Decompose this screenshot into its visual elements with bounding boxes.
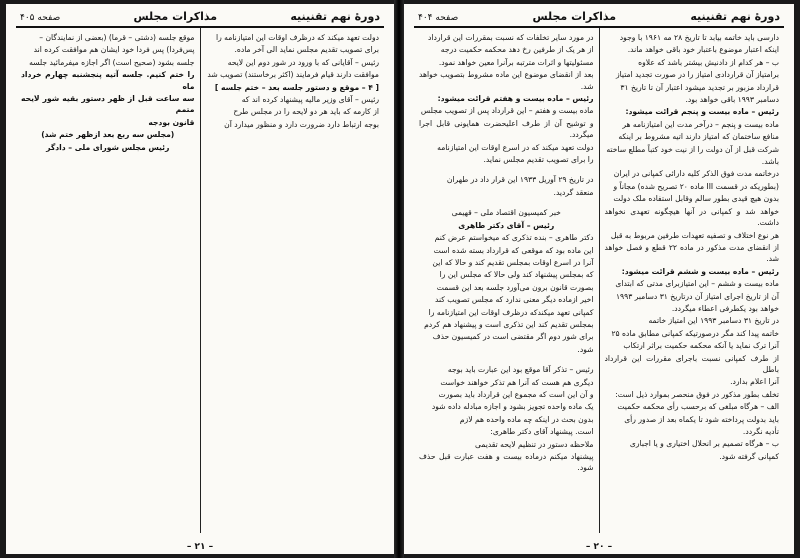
page-footer: – ۲۱ – (186, 542, 214, 552)
page-number-label: صفحه ۴۰۴ (418, 13, 459, 23)
text-line: ماده بیست و پنجم – درآخر مدت این امتیازنامه هر (622, 119, 779, 129)
right-page-columns (414, 28, 784, 533)
header-title: مذاکرات مجلس (532, 10, 617, 23)
text-line: از طرف کمپانی نسبت باجرای مقررات این قرارداد باطل (604, 353, 779, 374)
text-line: تخلف بطور مذکور در فوق منحصر بموارد ذیل است: (615, 389, 779, 399)
text-line: رئیس – ماده بیست و پنجم قرائت میشود: (625, 107, 779, 117)
text-line: جلسه بشود (صحیح است) اگر اجازه میفرمائید جلسه (29, 57, 195, 67)
text-line: دکتر طاهری – بنده تذکری که میخواستم عرض کنم (434, 233, 594, 243)
page-footer: – ۲۰ – (585, 542, 613, 552)
text-line: از انقضای مدت مذکور در ماده ۲۲ قطع و فصل خواهد شد. (604, 242, 779, 264)
session-label: دورهٔ نهم تقنینیه (290, 10, 380, 23)
text-line: خواهد شد و کمپانی در آنها هیچگونه تعهدی نخواهد داشت. (604, 206, 779, 228)
text-line: در مورد سایر تخلفات که نسبت بمقررات این قرارداد (428, 33, 594, 42)
text-line: کمپانی تعهد میکندکه درظرف اوقات این امتیازنامه را (428, 307, 594, 317)
text-column-left (414, 28, 600, 533)
text-line: که بمجلس پیشنهاد کند ولی حالا که مجلس این را (439, 270, 594, 280)
paragraph-gap (419, 356, 594, 364)
text-line: از کارمه که باید هر دو لایحه را در مجلس طرح (233, 107, 379, 117)
paragraph-gap (419, 199, 594, 207)
text-line: آنرا در اسرع اوقات بمجلس تقدیم کند و حالا که این (432, 257, 594, 267)
text-line: بدون بحث در اینکه چه ماده واحده هم لازم (459, 414, 594, 424)
book-gutter (394, 0, 404, 558)
text-line: قانون بودجه (148, 117, 195, 127)
text-line: را ختم کنیم. جلسه آتیه پنجشنبه چهارم خرداد ماه (21, 70, 195, 91)
text-line: این ماده بود که موقعی که قرارداد بسته شده است (433, 245, 594, 255)
text-line: هر نوع اختلاف و تصفیه تعهدات طرفین مربوط به قبل (610, 230, 779, 240)
session-label: دورهٔ نهم تقنینیه (690, 10, 780, 23)
text-line: آنرا اعلام بدارد. (730, 377, 779, 387)
text-line: دولت تعهد میکند که در اسرع اوقات این امتیازنامه (437, 142, 594, 152)
text-line: مسئولیتها و اثرات مترتبه برآنرا معین خواهد نمود. (438, 57, 594, 67)
text-line: ماده بیست و هفتم – این قرارداد پس از تصویب مجلس (420, 106, 594, 116)
text-line: (بطوریکه در قسمت III ماده ۲۰ تصریح شده) مجاناً و (613, 181, 779, 191)
text-line: است. پیشنهاد آقای دکتر طاهری: (490, 427, 594, 437)
text-line: باشد. (761, 157, 779, 167)
text-line: رئیس – تذکر آقا موقع بود این عبارت باید بوجه (447, 365, 594, 375)
text-line: رئیس – ماده بیست و ششم قرائت میشود: (621, 266, 779, 276)
text-line: در تاریخ ۳۱ دسامبر ۱۹۹۳ این امتیاز خاتمه (648, 316, 779, 326)
text-line: [ ۴ – موقع و دستور جلسه بعد – ختم جلسه ] (214, 82, 379, 92)
text-line: دسامبر ۱۹۹۳ باقی خواهد بود. (685, 95, 779, 105)
text-line: برامتیاز آن قراردادی امتیاز را در صورت تجدید امتیاز (615, 70, 779, 80)
text-line: دولت تعهد میکند که درظرف اوقات این امتیازنامه را (215, 33, 379, 42)
text-line: سه ساعت قبل از ظهر دستور بقیه شور لایحه متمم (21, 94, 195, 115)
text-column-left (16, 28, 201, 533)
text-line: بوجه ارتباط دارد ضرورت دارد و منظور میدارد آن (224, 119, 379, 129)
text-line: دارسی باید خاتمه بیابد تا تاریخ ۲۸ مه ۱۹۶۱ با وجود (619, 33, 779, 42)
text-line: شرکت قبل از آن دولت را از نیت خود کتباً مطلع ساخته (606, 144, 779, 154)
text-column-right (201, 28, 385, 533)
text-line: از هر یک از طرفین رخ دهد محکمه حکمیت درجه (440, 45, 594, 55)
text-line: ب – هرگاه تصمیم بر انحلال اختیاری و یا اجباری (629, 439, 779, 449)
text-line: شود. (577, 344, 594, 354)
text-line: یک ماده واحده تجویز بشود و اجازه مبادله داده شود (431, 402, 594, 412)
text-line: برای شور دوم اگر مقتضی است در کمیسیون حذف (432, 332, 594, 342)
right-page (404, 4, 794, 554)
right-page-header (414, 10, 784, 28)
text-line: اینکه اعتبار موضوع باعتبار خود باقی خواهد ماند. (627, 45, 779, 55)
paragraph-gap (419, 166, 594, 174)
text-line: ب – هر کدام از دادنیش بیشتر باشد که علاوه (638, 57, 779, 67)
text-line: بصورت قانون برون می‌آورد جلسه بعد این قسمت (436, 282, 594, 292)
text-line: را برای تصویب تقدیم مجلس نماید. (483, 155, 594, 165)
text-line: موقع جلسه (دشتی – قرما) (بعضی از نمایندگان – (39, 33, 195, 42)
text-column-right (600, 28, 785, 533)
text-line: باید بدولت پرداخته شود تا یکماه بعد از صدور رأی (624, 414, 779, 424)
text-line: رئیس مجلس شورای ملی – دادگر (46, 142, 170, 152)
text-line: پس‌فردا) پس فردا خود ایشان هم موافقت کرده اند (33, 45, 195, 55)
text-line: رئیس – آقای وزیر مالیه پیشنهاد کرده اند که (241, 95, 379, 105)
text-line: برای تصویب تقدیم مجلس نماید الی آخر ماده. (234, 45, 379, 55)
text-line: ملاحظه دستور در تنظیم لایحه تقدیمی (474, 439, 594, 449)
text-line: الف – هرگاه مبلغی که برحسب رأی محکمه حکمیت (617, 402, 779, 412)
text-line: کمپانی گرفته شود. (719, 451, 779, 461)
text-line: خبر کمیسیون اقتصاد ملی – قهیمی (451, 208, 561, 218)
header-title: مذاکرات مجلس (133, 10, 218, 23)
text-line: بعد از انقضای موضوع این ماده مشروط بتصویب خواهد شد. (419, 70, 594, 91)
left-page-header (16, 10, 384, 28)
text-line: موافقت دارند قیام فرمایند (اکثر برخاستند) تصویب شد (207, 70, 379, 80)
page-number-label: صفحه ۴۰۵ (20, 13, 61, 23)
text-line: و آن این است که مجموع این قرارداد باید بصورت (438, 389, 594, 399)
text-line: منعقد گردید. (553, 187, 594, 197)
text-line: ماده بیست و ششم – این امتیازبرای مدتی که ابتدای (615, 279, 779, 289)
text-line: آن از تاریخ اجرای امتیاز آن درتاریخ ۳۱ دسامبر ۱۹۹۳ (615, 291, 779, 301)
text-line: رئیس – ماده بیست و هفتم قرائت میشود: (437, 94, 594, 104)
text-line: خاتمه پیدا کند مگر درصورتیکه کمپانی مطابق ماده ۲۵ (611, 328, 779, 338)
text-line: رئیس – آقایانی که با ورود در شور دوم این لایحه (227, 57, 379, 67)
text-line: بمجلس تقدیم کند این تذکری است و پیشنهاد هم کردم (424, 319, 594, 329)
text-line: خواهد بود یکطرفی اعطاء میگردد. (671, 303, 779, 313)
text-line: اخیر ازماده دیگر معنی ندارد که مجلس تصویب کند (434, 295, 594, 305)
text-line: پیشنهاد میکنم درماده بیست و هفت عبارت قبل حذف شود. (419, 452, 594, 473)
text-line: در تاریخ ۲۹ آوریل ۱۹۳۳ این قرار داد در طهران (446, 175, 594, 185)
text-line: آنرا ترک نماید یا آنکه محکمه حکمیت براثر ارتکاب (623, 341, 779, 351)
text-line: تأدیه نگردد. (742, 427, 779, 436)
text-line: درخاتمه مدت فوق الذکر کلیه دارائی کمپانی در ایران (613, 169, 779, 179)
text-line: دیگری هم هست که آنرا هم تذکر خواهند خواست (440, 377, 594, 387)
text-line: منافع ساختمان که امتیاز دارند اتیه مشروط بر اینکه (618, 132, 779, 142)
left-page (6, 4, 394, 554)
left-page-columns (16, 28, 384, 533)
text-line: بدون هیچ قیدی بطور سالم وقابل استفاده ملک دولت (613, 194, 779, 204)
text-line: رئیس – آقای دکتر طاهری (458, 220, 555, 230)
text-line: (مجلس سه ربع بعد ازظهر ختم شد) (41, 130, 175, 140)
text-line: قرارداد مزبور بر تجدید میشود اعتبار آن تا تاریخ ۳۱ (620, 82, 779, 92)
text-line: و توشیح آن از طرف اعلیحضرت همایونی قابل اجرا میگردد. (419, 118, 594, 140)
